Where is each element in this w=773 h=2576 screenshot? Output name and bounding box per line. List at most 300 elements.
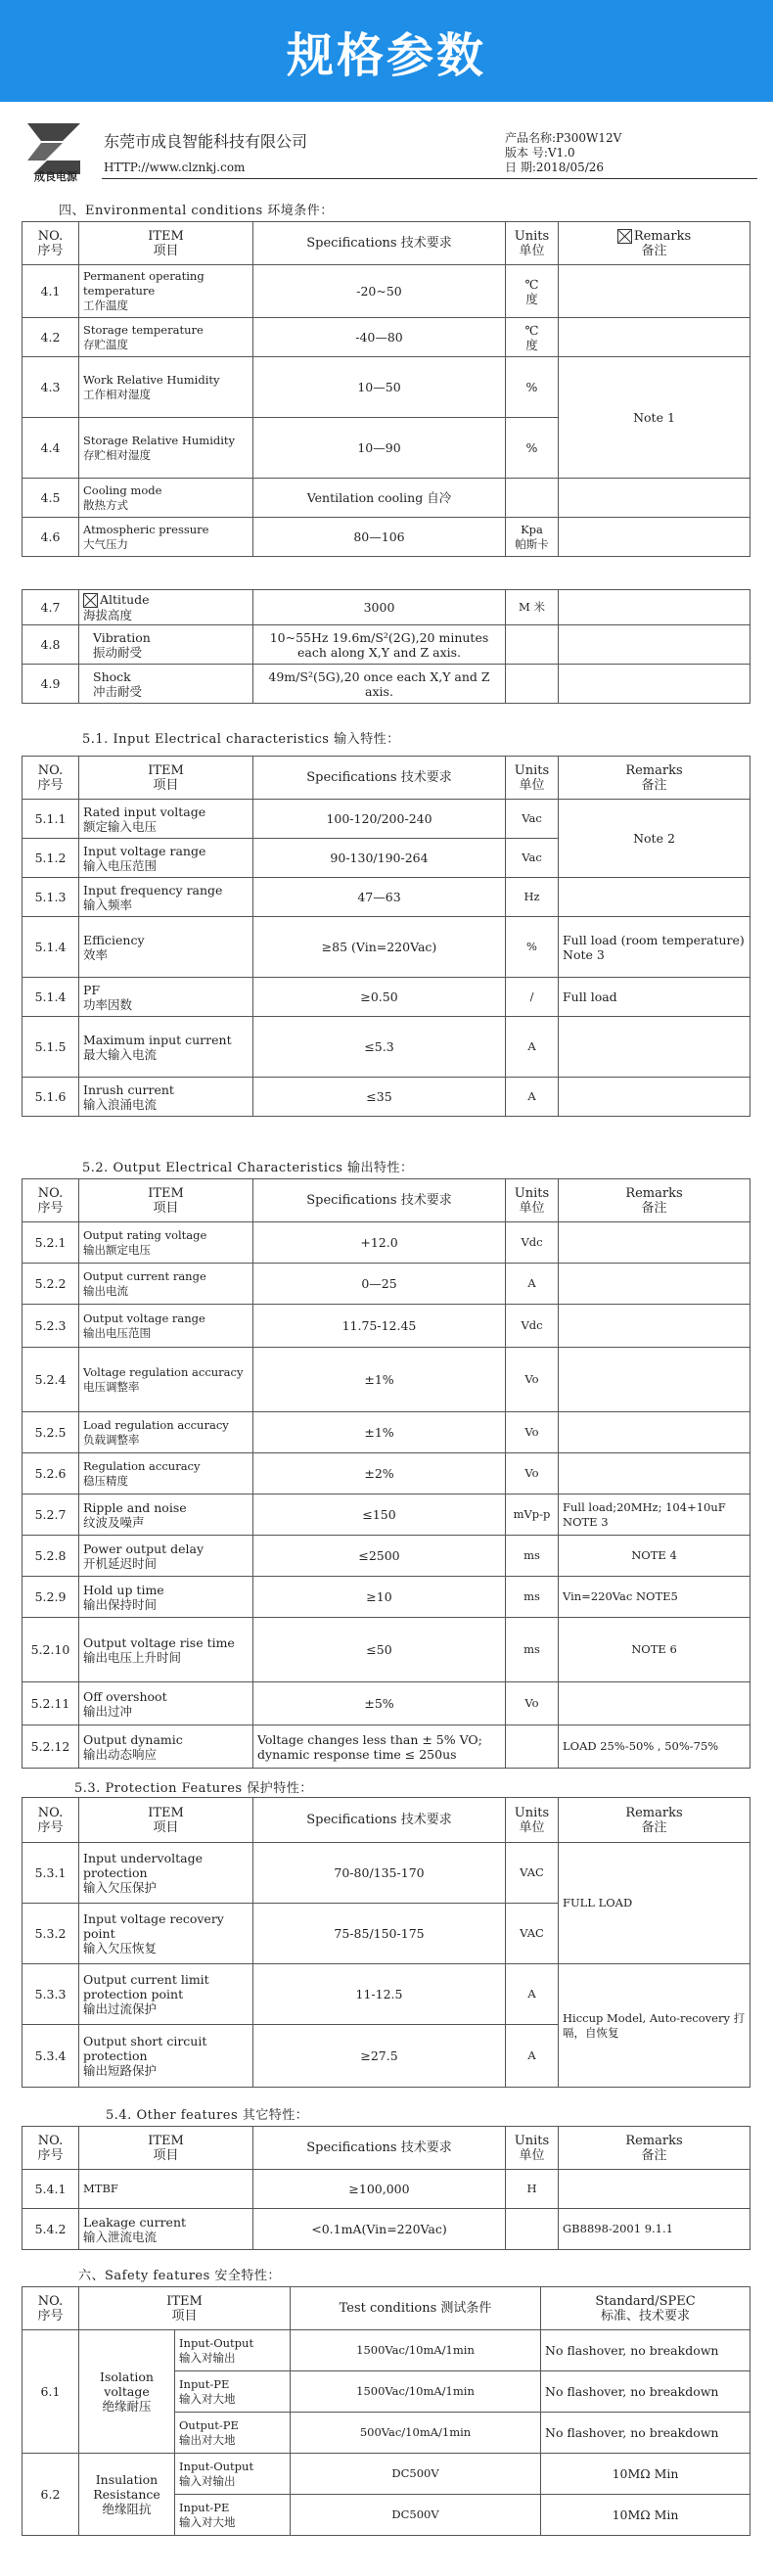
- cell-text: Output short circuit protection: [83, 2034, 207, 2063]
- cell-text: NO.: [37, 228, 64, 244]
- table-row: [23, 1264, 750, 1305]
- cell-text: 功率因数: [83, 996, 133, 1012]
- table-cell: 11.75-12.45: [253, 1305, 506, 1348]
- table-cell: [79, 1682, 253, 1725]
- env-table-2: [22, 589, 750, 704]
- table-cell: GB8898-2001 9.1.1: [559, 2209, 750, 2250]
- table-row: [23, 625, 750, 665]
- table-cell: 4.4: [23, 418, 79, 479]
- table-cell: [559, 2127, 750, 2170]
- table-cell: +12.0: [253, 1222, 506, 1264]
- cell-text: 散热方式: [83, 497, 128, 512]
- table-row: [23, 878, 750, 917]
- table-cell: [541, 2287, 750, 2330]
- table-cell: [506, 2209, 559, 2250]
- table-cell: [559, 479, 750, 518]
- table-cell: Test conditions 测试条件: [291, 2287, 541, 2330]
- page-title: 规格参数: [286, 28, 486, 83]
- cell-text: 单位: [519, 777, 545, 793]
- cell-text: 冲击耐受: [93, 683, 143, 699]
- cell-text: Off overshoot: [83, 1688, 167, 1704]
- table-cell: [79, 1305, 253, 1348]
- table-cell: 5.1.4: [23, 917, 79, 978]
- cell-text: V1.0: [547, 146, 575, 160]
- th-units: [506, 222, 559, 265]
- table-cell: ≤50: [253, 1618, 506, 1682]
- table-cell: DC500V: [291, 2495, 541, 2536]
- table-cell: ≤150: [253, 1495, 506, 1536]
- cell-text: Kpa: [521, 522, 543, 536]
- note-1: Note 1: [559, 357, 750, 479]
- table-cell: H: [506, 2170, 559, 2209]
- table-row: [23, 800, 750, 839]
- table-cell: Vo: [506, 1453, 559, 1495]
- table-row: [23, 2170, 750, 2209]
- logo-text: 成良电源: [34, 170, 77, 183]
- table-cell: [79, 1577, 253, 1618]
- table-cell: [79, 1078, 253, 1117]
- table-cell: 5.2.5: [23, 1412, 79, 1453]
- table-cell: [79, 1618, 253, 1682]
- cell-text: 单位: [519, 1200, 545, 1216]
- table-cell: [79, 1725, 253, 1769]
- table-cell: [559, 1264, 750, 1305]
- cell-text: Input undervoltage protection: [83, 1851, 203, 1880]
- cell-text: 输出电压范围: [83, 1325, 151, 1340]
- table-cell: 11-12.5: [253, 1964, 506, 2025]
- cell-text: 序号: [37, 1200, 64, 1216]
- table-cell: [559, 1222, 750, 1264]
- table-cell: 4.2: [23, 318, 79, 357]
- table-row: [23, 1412, 750, 1453]
- table-cell: Hz: [506, 878, 559, 917]
- table-cell: VAC: [506, 1904, 559, 1964]
- cell-text: Maximum input current: [83, 1032, 232, 1047]
- cell-text: 序号: [37, 2147, 64, 2163]
- table-cell: 47—63: [253, 878, 506, 917]
- table-cell: VAC: [506, 1843, 559, 1904]
- table-cell: Vac: [506, 800, 559, 839]
- cell-text: 输出额定电压: [83, 1242, 151, 1257]
- table-row: [23, 518, 750, 557]
- table-cell: [79, 917, 253, 978]
- table-cell: DC500V: [291, 2454, 541, 2495]
- cell-text: 输出过冲: [83, 1703, 133, 1719]
- table-cell: [506, 1798, 559, 1843]
- cell-text: Work Relative Humidity: [83, 372, 220, 387]
- table-cell: Specifications 技术要求: [253, 757, 506, 800]
- table-cell: FULL LOAD: [559, 1843, 750, 1964]
- table-cell: No flashover, no breakdown: [541, 2371, 750, 2413]
- table-cell: 500Vac/10mA/1min: [291, 2413, 541, 2454]
- table-header-row: [23, 757, 750, 800]
- cell-text: Isolation voltage: [100, 2369, 154, 2399]
- table-cell: ±5%: [253, 1682, 506, 1725]
- table-cell: ≥10: [253, 1577, 506, 1618]
- title-banner: [0, 0, 773, 102]
- table-row: [23, 665, 750, 704]
- table-header-row: [23, 1798, 750, 1843]
- company-url[interactable]: HTTP://www.clznkj.com: [104, 161, 246, 174]
- table-cell: ≤2500: [253, 1536, 506, 1577]
- cell-text: Input-PE: [179, 2500, 230, 2514]
- table-cell: 5.1.1: [23, 800, 79, 839]
- table-cell: [79, 2025, 253, 2088]
- cell-text: Remarks: [633, 228, 692, 244]
- table-cell: [79, 2170, 253, 2209]
- table-cell: 4.3: [23, 357, 79, 418]
- cell-text: ℃: [524, 276, 539, 292]
- cell-text: 绝缘阻抗: [102, 2502, 152, 2516]
- cell-text: 序号: [37, 777, 64, 793]
- cell-text: 单位: [519, 1819, 545, 1835]
- table-cell: 5.2.2: [23, 1264, 79, 1305]
- table-cell: [559, 590, 750, 625]
- cell-text: 输出对大地: [179, 2432, 236, 2447]
- cell-text: 输入欠压恢复: [83, 1941, 158, 1955]
- cell-text: Output dynamic: [83, 1731, 183, 1747]
- table-cell: Vac: [506, 839, 559, 878]
- table-cell: 70-80/135-170: [253, 1843, 506, 1904]
- table-cell: 4.5: [23, 479, 79, 518]
- table-cell: [79, 1348, 253, 1412]
- cell-text: 产品名称:: [505, 131, 557, 145]
- table-cell: [506, 665, 559, 704]
- other-table: [22, 2126, 750, 2250]
- table-cell: 5.1.5: [23, 1017, 79, 1078]
- table-cell: 5.2.8: [23, 1536, 79, 1577]
- table-cell: [79, 757, 253, 800]
- cell-text: Output current range: [83, 1268, 206, 1283]
- table-cell: Full load: [559, 978, 750, 1017]
- output-table: [22, 1178, 750, 1769]
- cell-text: MTBF: [83, 2182, 118, 2195]
- table-cell: 4.1: [23, 265, 79, 318]
- cell-text: 存贮温度: [83, 337, 128, 351]
- table-cell: 10—50: [253, 357, 506, 418]
- table-row: [23, 1843, 750, 1904]
- table-cell: [79, 2330, 175, 2454]
- table-cell: [23, 2127, 79, 2170]
- section-title-env: 四、Environmental conditions 环境条件：: [59, 204, 334, 218]
- table-cell: [559, 1305, 750, 1348]
- table-header-row: [23, 1179, 750, 1222]
- section-title-input: 5.1. Input Electrical characteristics 输入特性：: [82, 732, 400, 747]
- cell-text: 项目: [153, 243, 179, 258]
- table-cell: [175, 2454, 291, 2495]
- version: [505, 146, 575, 160]
- table-cell: [175, 2330, 291, 2371]
- table-cell: NOTE 6: [559, 1618, 750, 1682]
- cell-text: NO.: [37, 762, 64, 778]
- table-row: [23, 1305, 750, 1348]
- table-cell: [506, 1179, 559, 1222]
- cell-text: 项目: [153, 1200, 179, 1216]
- table-cell: 6.1: [23, 2330, 79, 2454]
- table-cell: [506, 518, 559, 557]
- table-cell: ms: [506, 1577, 559, 1618]
- table-cell: [175, 2413, 291, 2454]
- cell-text: Remarks: [625, 2133, 683, 2148]
- cell-text: NO.: [37, 2293, 64, 2309]
- table-cell: 5.2.3: [23, 1305, 79, 1348]
- cell-text: 2018/05/26: [535, 161, 605, 174]
- table-row: [23, 1453, 750, 1495]
- table-cell: [175, 2495, 291, 2536]
- table-row: [23, 1017, 750, 1078]
- table-cell: [79, 978, 253, 1017]
- cell-text: PF: [83, 982, 101, 997]
- table-cell: [506, 265, 559, 318]
- cell-text: 绝缘耐压: [102, 2399, 152, 2414]
- cell-text: Load regulation accuracy: [83, 1417, 229, 1432]
- table-cell: A: [506, 2025, 559, 2088]
- table-cell: [79, 1412, 253, 1453]
- table-cell: 49m/S²(5G),20 once each X,Y and Z axis.: [253, 665, 506, 704]
- cell-text: 项目: [153, 1819, 179, 1835]
- section-title-safety: 六、Safety features 安全特性：: [78, 2269, 281, 2283]
- cell-text: 电压调整率: [83, 1379, 140, 1394]
- cell-text: 稳压精度: [83, 1473, 128, 1488]
- table-cell: [559, 518, 750, 557]
- table-cell: 10—90: [253, 418, 506, 479]
- cell-text: Shock: [93, 668, 131, 684]
- table-cell: 5.2.10: [23, 1618, 79, 1682]
- table-cell: [559, 318, 750, 357]
- cell-text: NO.: [37, 1805, 64, 1820]
- cell-text: Remarks: [625, 1185, 683, 1201]
- table-cell: 5.1.3: [23, 878, 79, 917]
- table-cell: [79, 318, 253, 357]
- table-cell: 1500Vac/10mA/1min: [291, 2371, 541, 2413]
- table-cell: [79, 1843, 253, 1904]
- table-cell: [559, 878, 750, 917]
- checkbox-x-icon: [617, 229, 632, 244]
- table-cell: Vdc: [506, 1305, 559, 1348]
- table-cell: ≥0.50: [253, 978, 506, 1017]
- table-cell: ≥85 (Vin=220Vac): [253, 917, 506, 978]
- th-item: [79, 222, 253, 265]
- table-cell: 5.1.4: [23, 978, 79, 1017]
- table-cell: 5.1.2: [23, 839, 79, 878]
- table-cell: /: [506, 978, 559, 1017]
- cell-text: 备注: [641, 1200, 667, 1216]
- table-cell: [559, 2170, 750, 2209]
- table-cell: [79, 1017, 253, 1078]
- table-row: [23, 357, 750, 418]
- cell-text: Insulation Resistance: [93, 2472, 160, 2502]
- table-cell: A: [506, 1964, 559, 2025]
- cell-text: ITEM: [148, 228, 184, 244]
- env-table: [22, 221, 750, 557]
- table-cell: ≥100,000: [253, 2170, 506, 2209]
- table-cell: [559, 1017, 750, 1078]
- cell-text: 备注: [641, 2147, 667, 2163]
- th-no: [23, 222, 79, 265]
- table-row: [23, 2209, 750, 2250]
- table-cell: [79, 800, 253, 839]
- cell-text: Storage temperature: [83, 322, 204, 337]
- cell-text: 度: [525, 291, 538, 306]
- table-cell: [559, 1453, 750, 1495]
- cell-text: 工作相对湿度: [83, 387, 151, 401]
- table-cell: Vo: [506, 1348, 559, 1412]
- cell-text: Input-PE: [179, 2376, 230, 2391]
- table-cell: Full load;20MHz; 104+10uF NOTE 3: [559, 1495, 750, 1536]
- cell-text: Output voltage range: [83, 1311, 205, 1325]
- cell-text: 单位: [519, 243, 545, 258]
- table-cell: [79, 2209, 253, 2250]
- cell-text: Units: [514, 228, 550, 244]
- table-cell: [79, 2127, 253, 2170]
- table-cell: [175, 2371, 291, 2413]
- table-cell: [559, 1348, 750, 1412]
- section-title-protection: 5.3. Protection Features 保护特性：: [74, 1781, 313, 1796]
- cell-text: Efficiency: [83, 932, 145, 947]
- table-row: [23, 1577, 750, 1618]
- cell-text: Voltage regulation accuracy: [83, 1364, 244, 1379]
- table-row: [23, 318, 750, 357]
- cell-text: ITEM: [148, 2133, 184, 2148]
- cell-text: 输出电流: [83, 1283, 128, 1298]
- cell-text: 输入对大地: [179, 2391, 236, 2406]
- table-cell: [79, 1453, 253, 1495]
- cell-text: ITEM: [148, 762, 184, 778]
- table-cell: 90-130/190-264: [253, 839, 506, 878]
- cell-text: 输入欠压保护: [83, 1880, 158, 1895]
- table-cell: 5.2.7: [23, 1495, 79, 1536]
- cell-text: 输出电压上升时间: [83, 1649, 182, 1665]
- cell-text: 输出保持时间: [83, 1596, 158, 1612]
- cell-text: NO.: [37, 2133, 64, 2148]
- table-cell: [559, 665, 750, 704]
- cell-text: Input-Output: [179, 2335, 254, 2350]
- cell-text: 工作温度: [83, 299, 128, 312]
- table-cell: [23, 1179, 79, 1222]
- table-cell: [79, 878, 253, 917]
- cell-text: Output current limit protection point: [83, 1972, 209, 2001]
- cell-text: 输入泄流电流: [83, 2229, 158, 2244]
- cell-text: 振动耐受: [93, 644, 143, 660]
- table-cell: [79, 357, 253, 418]
- table-header-row: [23, 2287, 750, 2330]
- section-title-output: 5.2. Output Electrical Characteristics 输出特性：: [82, 1161, 414, 1175]
- cell-text: Atmospheric pressure: [83, 522, 209, 536]
- cell-text: 输入对大地: [179, 2514, 236, 2529]
- cell-text: 负载调整率: [83, 1432, 140, 1447]
- cell-text: 版本 号:: [505, 146, 548, 160]
- table-cell: 5.3.3: [23, 1964, 79, 2025]
- table-cell: 5.4.1: [23, 2170, 79, 2209]
- cell-text: NO.: [37, 1185, 64, 1201]
- cell-text: Vibration: [93, 629, 151, 645]
- cell-text: P300W12V: [556, 131, 622, 145]
- cell-text: 标准、技术要求: [601, 2308, 691, 2323]
- table-cell: [79, 418, 253, 479]
- cell-text: Hold up time: [83, 1582, 164, 1597]
- checkbox-x-icon: [83, 593, 98, 608]
- cell-text: 输出过流保护: [83, 2001, 158, 2016]
- table-cell: Hiccup Model, Auto-recovery 打嗝，自恢复: [559, 1964, 750, 2088]
- table-cell: LOAD 25%-50% , 50%-75%: [559, 1725, 750, 1769]
- cell-text: 大气压力: [83, 536, 128, 551]
- cell-text: Altitude: [100, 592, 150, 607]
- cell-text: Input voltage recovery point: [83, 1911, 224, 1941]
- table-cell: 4.7: [23, 590, 79, 625]
- table-row: [23, 479, 750, 518]
- table-cell: [559, 757, 750, 800]
- table-cell: M 米: [506, 590, 559, 625]
- table-cell: 5.2.4: [23, 1348, 79, 1412]
- table-cell: [79, 625, 253, 665]
- table-cell: [23, 1798, 79, 1843]
- cell-text: 海拔高度: [83, 608, 133, 622]
- table-cell: ±2%: [253, 1453, 506, 1495]
- table-cell: ms: [506, 1618, 559, 1682]
- cell-text: 备注: [641, 1819, 667, 1835]
- cell-text: Remarks: [625, 1805, 683, 1820]
- th-spec: Specifications 技术要求: [253, 222, 506, 265]
- cell-text: ℃: [524, 322, 539, 338]
- table-cell: 3000: [253, 590, 506, 625]
- table-row: [23, 1618, 750, 1682]
- cell-text: 输出短路保护: [83, 2063, 158, 2078]
- table-cell: [79, 1798, 253, 1843]
- table-cell: <0.1mA(Vin=220Vac): [253, 2209, 506, 2250]
- table-cell: Specifications 技术要求: [253, 2127, 506, 2170]
- table-row: [23, 1536, 750, 1577]
- document-header: [20, 110, 763, 192]
- table-cell: Vo: [506, 1682, 559, 1725]
- table-cell: [506, 318, 559, 357]
- note-2: Note 2: [559, 800, 750, 878]
- table-cell: A: [506, 1264, 559, 1305]
- table-cell: 10MΩ Min: [541, 2454, 750, 2495]
- table-cell: [79, 590, 253, 625]
- table-cell: Vin=220Vac NOTE5: [559, 1577, 750, 1618]
- table-row: [23, 265, 750, 318]
- table-cell: Specifications 技术要求: [253, 1179, 506, 1222]
- table-cell: Specifications 技术要求: [253, 1798, 506, 1843]
- table-row: [23, 2454, 750, 2495]
- input-table: [22, 756, 750, 1117]
- table-cell: 5.2.11: [23, 1682, 79, 1725]
- table-cell: [79, 839, 253, 878]
- table-cell: -40—80: [253, 318, 506, 357]
- cell-text: Input-Output: [179, 2459, 254, 2473]
- table-cell: 75-85/150-175: [253, 1904, 506, 1964]
- table-cell: -20~50: [253, 265, 506, 318]
- header-rule: [102, 178, 757, 179]
- table-cell: 0—25: [253, 1264, 506, 1305]
- table-cell: ≥27.5: [253, 2025, 506, 2088]
- cell-text: Output voltage rise time: [83, 1634, 235, 1650]
- cell-text: 最大输入电流: [83, 1046, 158, 1062]
- table-cell: [506, 2127, 559, 2170]
- cell-text: 输入浪涌电流: [83, 1096, 158, 1112]
- table-cell: 10~55Hz 19.6m/S²(2G),20 minutes each along X,Y and Z axis.: [253, 625, 506, 665]
- table-cell: [79, 1179, 253, 1222]
- table-cell: 80—106: [253, 518, 506, 557]
- cell-text: 帕斯卡: [515, 536, 549, 551]
- cell-text: 项目: [171, 2308, 198, 2323]
- cell-text: 项目: [153, 777, 179, 793]
- table-cell: [23, 2287, 79, 2330]
- table-cell: 4.9: [23, 665, 79, 704]
- table-cell: [79, 2287, 291, 2330]
- table-cell: [559, 265, 750, 318]
- cell-text: Storage Relative Humidity: [83, 433, 236, 447]
